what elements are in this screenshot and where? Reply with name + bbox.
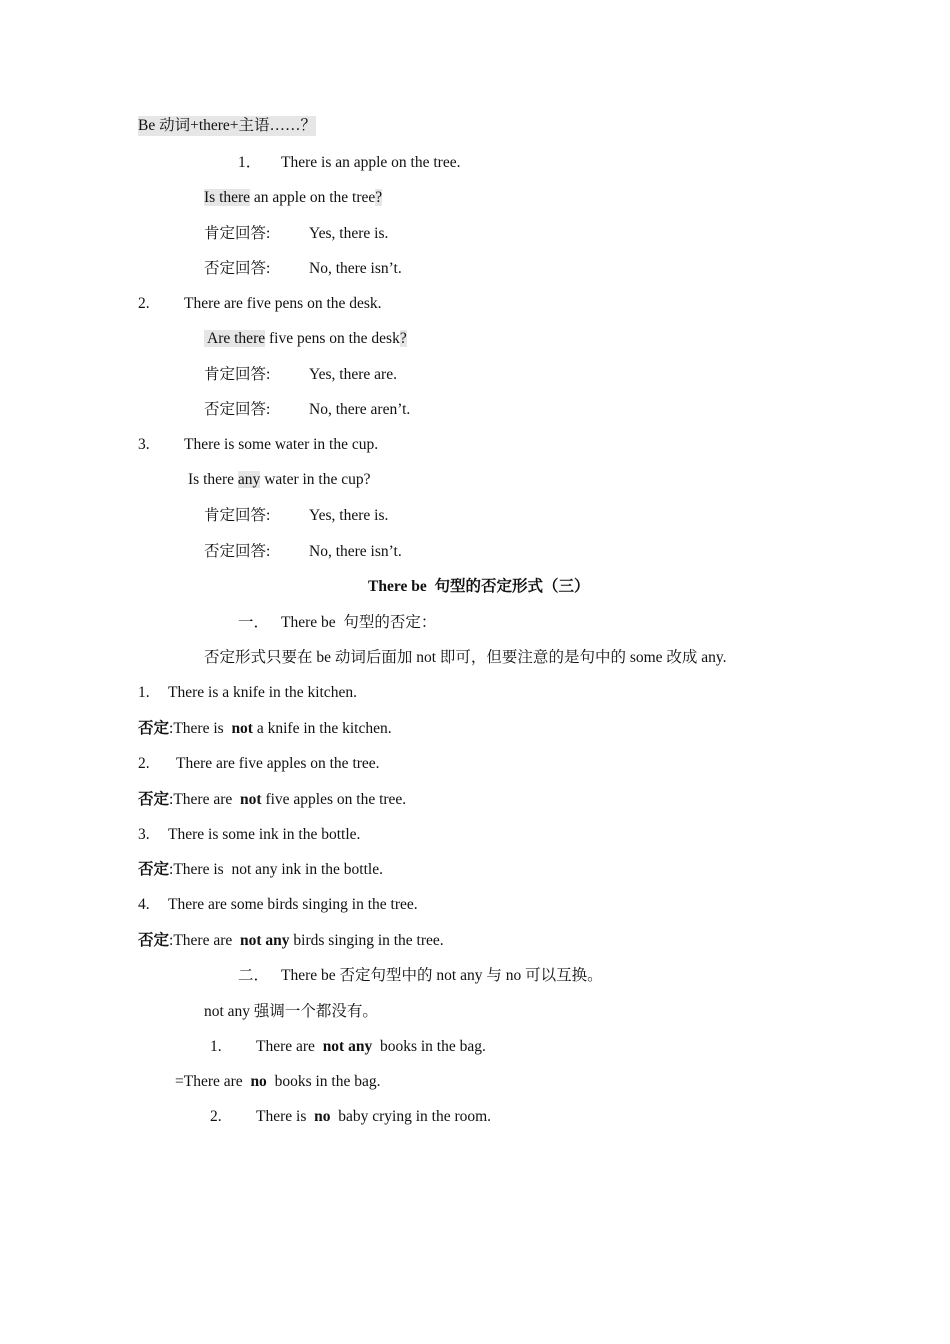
item-number: 4. xyxy=(138,896,150,913)
question-line xyxy=(188,470,371,490)
item-sentence: There are five apples on the tree. xyxy=(176,755,380,772)
negative-keyword: not xyxy=(231,720,253,737)
negative-text: not any ink in the bottle. xyxy=(227,861,383,878)
item-text: There are xyxy=(256,1038,319,1055)
negative-text: :There are xyxy=(169,791,237,808)
negative-line xyxy=(138,790,406,810)
section-heading: There be 句型的否定形式（三） xyxy=(368,578,590,595)
no-label: 否定回答: xyxy=(204,260,271,277)
item-number: 2. xyxy=(210,1108,222,1125)
yes-answer: Yes, there is. xyxy=(309,225,389,242)
negative-text: a knife in the kitchen. xyxy=(252,720,392,737)
no-answer: No, there isn’t. xyxy=(309,543,402,560)
yes-answer: Yes, there is. xyxy=(309,507,389,524)
question-highlight: Are there xyxy=(204,330,266,347)
equivalent-line xyxy=(175,1072,380,1092)
negative-label: 否定 xyxy=(138,791,170,808)
yes-label: 肯定回答: xyxy=(204,225,271,242)
no-label: 否定回答: xyxy=(204,401,271,418)
part-title: There be 句型的否定： xyxy=(281,614,437,631)
question-mark: ? xyxy=(399,330,407,347)
negative-label: 否定 xyxy=(138,932,170,949)
negative-keyword: not xyxy=(240,791,262,808)
question-text: water in the cup? xyxy=(260,471,371,488)
question-highlight: Is there xyxy=(204,189,251,206)
question-text: Is there xyxy=(188,471,238,488)
yes-label: 肯定回答: xyxy=(204,366,271,383)
example-sentence: There is an apple on the tree. xyxy=(281,154,461,171)
negative-text: :There is xyxy=(169,861,228,878)
example-number: 1． xyxy=(238,154,262,171)
negative-label: 否定 xyxy=(138,861,170,878)
item-keyword: not any xyxy=(322,1038,373,1055)
negative-text: birds singing in the tree. xyxy=(289,932,444,949)
item-sentence xyxy=(256,1107,491,1127)
negative-line xyxy=(138,931,444,951)
part-title: There be 否定句型中的 not any 与 no 可以互换。 xyxy=(281,967,603,984)
question-mark: ? xyxy=(375,189,383,206)
part-note: 否定形式只要在 be 动词后面加 not 即可，但要注意的是句中的 some 改成 any. xyxy=(204,649,727,666)
item-number: 1. xyxy=(210,1038,222,1055)
formula: Be 动词+there+主语……？ xyxy=(138,117,317,134)
example-sentence: There are five pens on the desk. xyxy=(184,295,382,312)
yes-answer: Yes, there are. xyxy=(309,366,397,383)
question-text: an apple on the tree xyxy=(250,189,376,206)
item-number: 2. xyxy=(138,755,150,772)
negative-text: :There are xyxy=(169,932,237,949)
example-sentence: There is some water in the cup. xyxy=(184,436,379,453)
item-sentence xyxy=(256,1037,486,1057)
yes-label: 肯定回答: xyxy=(204,507,271,524)
negative-text: :There is xyxy=(169,720,228,737)
item-number: 3. xyxy=(138,826,150,843)
no-label: 否定回答: xyxy=(204,543,271,560)
item-text: =There are xyxy=(175,1073,247,1090)
example-number: 3. xyxy=(138,436,150,453)
item-sentence: There is some ink in the bottle. xyxy=(168,826,361,843)
item-text: There is xyxy=(256,1108,311,1125)
item-text: books in the bag. xyxy=(270,1073,381,1090)
item-text: books in the bag. xyxy=(376,1038,486,1055)
item-sentence: There is a knife in the kitchen. xyxy=(168,684,357,701)
item-number: 1. xyxy=(138,684,150,701)
question-highlight: any xyxy=(237,471,261,488)
negative-text: five apples on the tree. xyxy=(261,791,407,808)
question-text: five pens on the desk xyxy=(265,330,400,347)
question-line xyxy=(204,329,407,349)
negative-label: 否定 xyxy=(138,720,170,737)
item-text: baby crying in the room. xyxy=(334,1108,492,1125)
no-answer: No, there isn’t. xyxy=(309,260,402,277)
part-note: not any 强调一个都没有。 xyxy=(204,1003,378,1020)
question-line xyxy=(204,188,382,208)
example-number: 2. xyxy=(138,295,150,312)
item-keyword: no xyxy=(250,1073,267,1090)
negative-line xyxy=(138,719,392,739)
negative-keyword: not any xyxy=(240,932,290,949)
no-answer: No, there aren’t. xyxy=(309,401,411,418)
negative-line xyxy=(138,860,383,880)
item-sentence: There are some birds singing in the tree. xyxy=(168,896,418,913)
item-keyword: no xyxy=(314,1108,331,1125)
example-1 xyxy=(238,153,261,173)
part-number: 二． xyxy=(238,967,270,984)
list-item xyxy=(138,683,150,703)
part-number: 一． xyxy=(238,614,270,631)
